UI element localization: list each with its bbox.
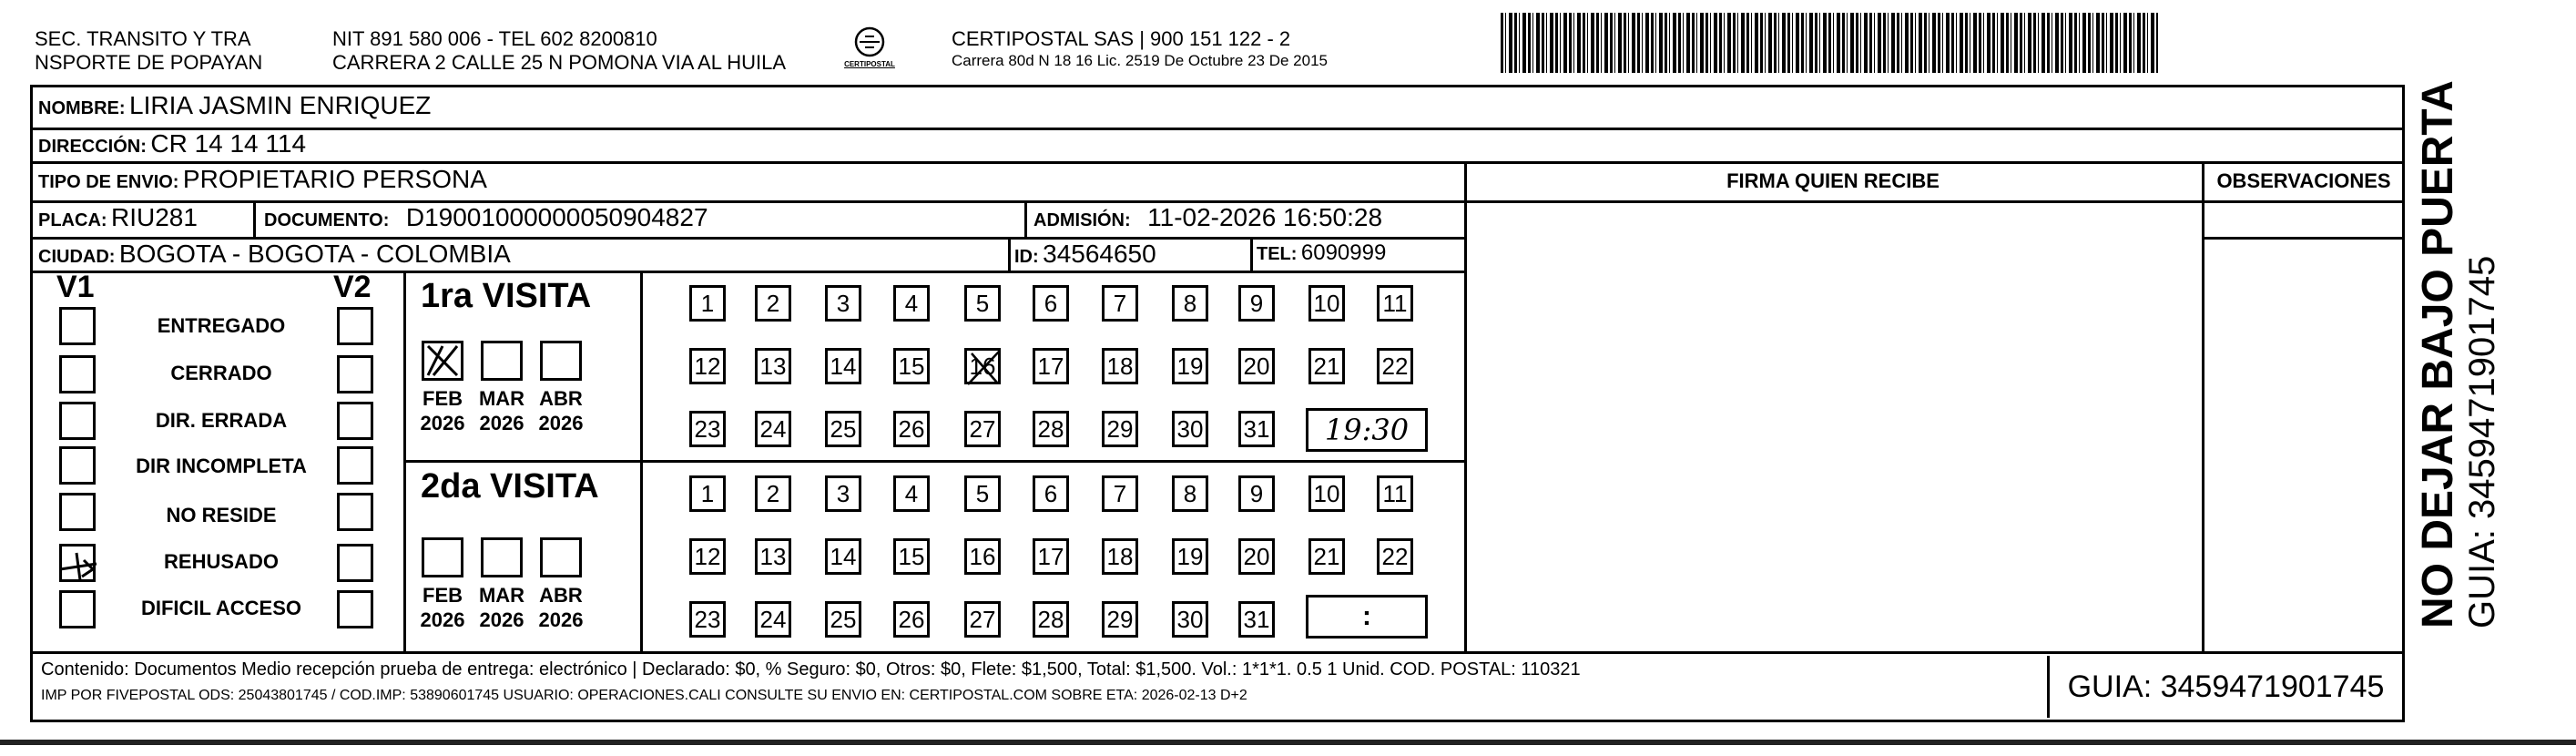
- day-box[interactable]: [755, 411, 791, 447]
- day-box[interactable]: [893, 538, 930, 575]
- day-box[interactable]: [1033, 601, 1069, 638]
- v1-checkbox[interactable]: [59, 402, 96, 440]
- courier-address: Carrera 80d N 18 16 Lic. 2519 De Octubre 23 De 2015: [952, 52, 1328, 69]
- day-box[interactable]: [1238, 411, 1275, 447]
- ciudad-label: CIUDAD:: [38, 247, 116, 267]
- status-label: DIFICIL ACCESO: [140, 597, 301, 619]
- day-box[interactable]: [1238, 285, 1275, 322]
- day-number: 12: [694, 543, 721, 570]
- day-box[interactable]: [1308, 538, 1345, 575]
- day-number: 30: [1176, 606, 1204, 633]
- day-number: 28: [1037, 415, 1064, 443]
- day-number: 26: [898, 606, 925, 633]
- side-text: [2415, 80, 2502, 628]
- day-number: 16: [969, 352, 996, 380]
- day-number: 14: [830, 352, 857, 380]
- admision-value: 11-02-2026 16:50:28: [1147, 203, 1383, 231]
- id-label: ID:: [1014, 247, 1039, 267]
- day-number: 24: [759, 606, 787, 633]
- day-box[interactable]: [893, 475, 930, 512]
- sender-address: CARRERA 2 CALLE 25 N POMONA VIA AL HUILA: [332, 51, 787, 74]
- day-box[interactable]: [1102, 475, 1138, 512]
- tel-row: [1257, 240, 1386, 266]
- day-number: 8: [1183, 480, 1197, 507]
- ciudad-row: [38, 240, 511, 269]
- placa-value: RIU281: [111, 203, 198, 231]
- second-visit-time: :: [1362, 601, 1371, 631]
- day-number: 10: [1313, 290, 1340, 317]
- divider: [403, 460, 1464, 463]
- day-box[interactable]: [1238, 348, 1275, 384]
- v1-checkbox[interactable]: [59, 493, 96, 531]
- checked-mark: [424, 342, 461, 383]
- observaciones-header: OBSERVACIONES: [2216, 169, 2391, 192]
- day-number: 8: [1183, 290, 1197, 317]
- divider: [2202, 237, 2405, 240]
- day-box[interactable]: [893, 348, 930, 384]
- nombre-label: NOMBRE:: [38, 98, 126, 118]
- certipostal-logo: [838, 26, 901, 73]
- day-number: 4: [904, 480, 919, 507]
- nombre-value: LIRIA JASMIN ENRIQUEZ: [129, 91, 432, 119]
- courier-name: CERTIPOSTAL SAS | 900 151 122 - 2: [952, 27, 1291, 50]
- v1-label: V1: [56, 270, 95, 304]
- v2-checkbox[interactable]: [337, 493, 373, 531]
- day-number: 17: [1037, 543, 1064, 570]
- day-number: 11: [1382, 480, 1408, 507]
- day-box[interactable]: [964, 601, 1001, 638]
- day-box[interactable]: [893, 601, 930, 638]
- day-number: 27: [969, 606, 996, 633]
- v1-checkbox[interactable]: [59, 307, 96, 345]
- day-number: 3: [836, 480, 850, 507]
- documento-label: DOCUMENTO:: [264, 210, 390, 230]
- day-box[interactable]: [825, 411, 861, 447]
- divider: [1464, 161, 1467, 651]
- v2-checkbox[interactable]: [337, 307, 373, 345]
- day-box[interactable]: [689, 348, 726, 384]
- divider: [30, 161, 2405, 164]
- month-label: ABR: [539, 387, 583, 410]
- footer-contents: Contenido: Documentos Medio recepción prueba de entrega: electrónico | Declarado: $0, % Seguro: $0, Otros: $0, Flete: $1,500, Total: $1,500. Vol.: 1*1*1. 0.5 1 Unid. COD. POSTAL: 110321: [41, 659, 1581, 679]
- divider: [30, 128, 2405, 130]
- day-number: 23: [694, 415, 721, 443]
- id-row: [1014, 240, 1156, 269]
- sender-contact: [332, 27, 786, 75]
- first-visit-time-box[interactable]: [1306, 408, 1428, 452]
- day-box[interactable]: [1308, 348, 1345, 384]
- day-number: 20: [1243, 352, 1270, 380]
- first-visit-time: 19:30: [1324, 413, 1410, 447]
- day-number: 22: [1381, 352, 1409, 380]
- day-box[interactable]: [755, 475, 791, 512]
- day-box[interactable]: [1102, 348, 1138, 384]
- placa-label: PLACA:: [38, 210, 107, 230]
- ciudad-value: BOGOTA - BOGOTA - COLOMBIA: [118, 240, 511, 268]
- month-year: 2026: [420, 608, 465, 631]
- day-number: 26: [898, 415, 925, 443]
- day-number: 29: [1106, 415, 1134, 443]
- v2-checkbox[interactable]: [337, 544, 373, 582]
- status-label: DIR. ERRADA: [155, 409, 288, 432]
- day-number: 17: [1037, 352, 1064, 380]
- day-number: 9: [1249, 290, 1264, 317]
- footer-guia-box: [2047, 656, 2402, 718]
- day-number: 21: [1313, 543, 1340, 570]
- day-box[interactable]: [1238, 538, 1275, 575]
- month-year: 2026: [420, 412, 465, 434]
- day-number: 24: [759, 415, 787, 443]
- tipo-value: PROPIETARIO PERSONA: [182, 165, 487, 193]
- day-box[interactable]: [689, 601, 726, 638]
- month-year: 2026: [538, 412, 584, 434]
- day-number: 2: [766, 290, 780, 317]
- month-checkbox[interactable]: [540, 537, 582, 577]
- month-year: 2026: [479, 412, 524, 434]
- day-number: 10: [1313, 480, 1340, 507]
- divider: [30, 651, 2405, 654]
- day-box[interactable]: [1172, 538, 1208, 575]
- day-number: 16: [969, 543, 996, 570]
- v2-label: V2: [333, 270, 372, 304]
- divider: [1024, 200, 1027, 237]
- admision-label: ADMISIÓN:: [1033, 210, 1131, 230]
- barcode: [1501, 13, 2158, 73]
- day-box[interactable]: [755, 538, 791, 575]
- day-box[interactable]: [1102, 601, 1138, 638]
- day-box[interactable]: [825, 538, 861, 575]
- day-box[interactable]: [1033, 285, 1069, 322]
- day-number: 15: [898, 543, 925, 570]
- month-label: MAR: [478, 584, 525, 607]
- day-number: 6: [1044, 290, 1058, 317]
- day-number: 30: [1176, 415, 1204, 443]
- day-box[interactable]: [1172, 601, 1208, 638]
- day-box[interactable]: [1172, 475, 1208, 512]
- divider: [1250, 237, 1253, 271]
- tipo-row: [38, 165, 487, 194]
- day-number: 19: [1176, 352, 1204, 380]
- day-number: 4: [904, 290, 919, 317]
- day-number: 19: [1176, 543, 1204, 570]
- day-box[interactable]: [1033, 538, 1069, 575]
- day-box[interactable]: [1102, 538, 1138, 575]
- admision-row: [1033, 203, 1382, 232]
- day-number: 20: [1243, 543, 1270, 570]
- day-number: 31: [1243, 415, 1270, 443]
- status-label: NO RESIDE: [166, 504, 277, 526]
- day-box[interactable]: [689, 538, 726, 575]
- day-box[interactable]: [825, 348, 861, 384]
- status-label: CERRADO: [170, 362, 272, 384]
- tel-label: TEL:: [1257, 244, 1298, 264]
- month-checkbox[interactable]: [481, 537, 523, 577]
- day-box[interactable]: [825, 285, 861, 322]
- day-number: 27: [969, 415, 996, 443]
- day-box[interactable]: [1238, 475, 1275, 512]
- day-number: 12: [694, 352, 721, 380]
- v1-checkbox[interactable]: [59, 446, 96, 485]
- divider: [1008, 237, 1011, 271]
- month-checkbox[interactable]: [422, 537, 463, 577]
- tipo-label: TIPO DE ENVIO:: [38, 172, 179, 192]
- day-box[interactable]: [755, 601, 791, 638]
- status-label: REHUSADO: [164, 550, 279, 573]
- sender-org: [35, 27, 262, 75]
- placa-row: [38, 203, 198, 232]
- day-box[interactable]: [1102, 411, 1138, 447]
- day-number: 18: [1106, 352, 1134, 380]
- day-box[interactable]: [1102, 285, 1138, 322]
- v1-checkbox[interactable]: [59, 355, 96, 393]
- day-box[interactable]: [1172, 285, 1208, 322]
- day-box[interactable]: [964, 538, 1001, 575]
- day-box[interactable]: [689, 475, 726, 512]
- sender-org-line1: SEC. TRANSITO Y TRA: [35, 27, 251, 50]
- logo-text: CERTIPOSTAL: [844, 60, 895, 68]
- footer-guia: GUIA: 3459471901745: [2067, 669, 2385, 704]
- divider: [30, 271, 1464, 273]
- divider: [253, 200, 256, 237]
- day-number: 11: [1382, 290, 1408, 317]
- month-year: 2026: [538, 608, 584, 631]
- day-box[interactable]: [893, 285, 930, 322]
- day-mark: [966, 348, 1003, 393]
- day-box[interactable]: [825, 475, 861, 512]
- day-number: 25: [830, 606, 857, 633]
- day-box[interactable]: [1033, 475, 1069, 512]
- month-label: FEB: [423, 387, 463, 410]
- day-number: 2: [766, 480, 780, 507]
- documento-value: D19001000000050904827: [405, 203, 708, 231]
- footer-print-info: IMP POR FIVEPOSTAL ODS: 25043801745 / COD.IMP: 53890601745 USUARIO: OPERACIONES.CALI CONSULTE SU ENVIO EN: CERTIPOSTAL.COM SOBRE ETA: 2026-02-13 D+2: [41, 688, 1247, 703]
- month-checkbox[interactable]: [481, 341, 523, 381]
- month-checkbox[interactable]: [540, 341, 582, 381]
- day-box[interactable]: [1172, 348, 1208, 384]
- status-label: ENTREGADO: [157, 314, 286, 337]
- day-box[interactable]: [1377, 348, 1413, 384]
- divider: [2202, 161, 2204, 651]
- id-value: 34564650: [1043, 240, 1156, 268]
- day-box[interactable]: [964, 285, 1001, 322]
- day-number: 29: [1106, 606, 1134, 633]
- first-visit-title: 1ra VISITA: [421, 277, 592, 315]
- day-number: 25: [830, 415, 857, 443]
- day-number: 3: [836, 290, 850, 317]
- nombre-row: [38, 91, 431, 120]
- day-number: 5: [975, 290, 990, 317]
- v2-checkbox[interactable]: [337, 446, 373, 485]
- courier-info: [952, 27, 1328, 71]
- v2-checkbox[interactable]: [337, 402, 373, 440]
- day-number: 15: [898, 352, 925, 380]
- day-number: 13: [759, 352, 787, 380]
- month-label: FEB: [423, 584, 463, 607]
- day-number: 31: [1243, 606, 1270, 633]
- day-box[interactable]: [755, 285, 791, 322]
- day-box[interactable]: [1377, 285, 1413, 322]
- month-label: ABR: [539, 584, 583, 607]
- day-number: 18: [1106, 543, 1134, 570]
- month-year: 2026: [479, 608, 524, 631]
- day-number: 21: [1313, 352, 1340, 380]
- day-number: 1: [700, 480, 715, 507]
- day-box[interactable]: [1238, 601, 1275, 638]
- day-number: 7: [1113, 290, 1127, 317]
- sender-org-line2: NSPORTE DE POPAYAN: [35, 51, 263, 74]
- day-box[interactable]: [964, 411, 1001, 447]
- day-number: 6: [1044, 480, 1058, 507]
- side-warning: NO DEJAR BAJO PUERTA: [2414, 80, 2462, 628]
- day-box[interactable]: [1377, 475, 1413, 512]
- second-visit-title: 2da VISITA: [421, 467, 599, 506]
- scan-edge: [0, 740, 2576, 745]
- day-box[interactable]: [1033, 348, 1069, 384]
- day-box[interactable]: [689, 411, 726, 447]
- v2-checkbox[interactable]: [337, 355, 373, 393]
- day-number: 1: [700, 290, 715, 317]
- day-box[interactable]: [689, 285, 726, 322]
- day-number: 28: [1037, 606, 1064, 633]
- day-number: 13: [759, 543, 787, 570]
- day-number: 9: [1249, 480, 1264, 507]
- day-number: 5: [975, 480, 990, 507]
- firma-header: FIRMA QUIEN RECIBE: [1726, 169, 1940, 192]
- day-box[interactable]: [755, 348, 791, 384]
- day-box[interactable]: [1172, 411, 1208, 447]
- direccion-row: [38, 129, 306, 158]
- direccion-label: DIRECCIÓN:: [38, 137, 147, 157]
- second-visit-time-box[interactable]: [1306, 595, 1428, 639]
- documento-row: [264, 203, 708, 232]
- v1-checkbox[interactable]: [59, 590, 96, 628]
- sender-nit: NIT 891 580 006 - TEL 602 8200810: [332, 27, 657, 50]
- day-box[interactable]: [1377, 538, 1413, 575]
- v2-checkbox[interactable]: [337, 590, 373, 628]
- day-number: 7: [1113, 480, 1127, 507]
- day-box[interactable]: [825, 601, 861, 638]
- day-number: 14: [830, 543, 857, 570]
- day-box[interactable]: [964, 475, 1001, 512]
- day-box[interactable]: [1033, 411, 1069, 447]
- direccion-value: CR 14 14 114: [150, 129, 307, 158]
- day-number: 23: [694, 606, 721, 633]
- tel-value: 6090999: [1300, 240, 1387, 265]
- side-guia: GUIA: 3459471901745: [2462, 255, 2502, 628]
- month-label: MAR: [478, 387, 525, 410]
- pen-mark: [56, 544, 102, 586]
- status-label: DIR INCOMPLETA: [136, 455, 307, 477]
- day-box[interactable]: [1308, 475, 1345, 512]
- day-number: 22: [1381, 543, 1409, 570]
- day-box[interactable]: [1308, 285, 1345, 322]
- day-box[interactable]: [893, 411, 930, 447]
